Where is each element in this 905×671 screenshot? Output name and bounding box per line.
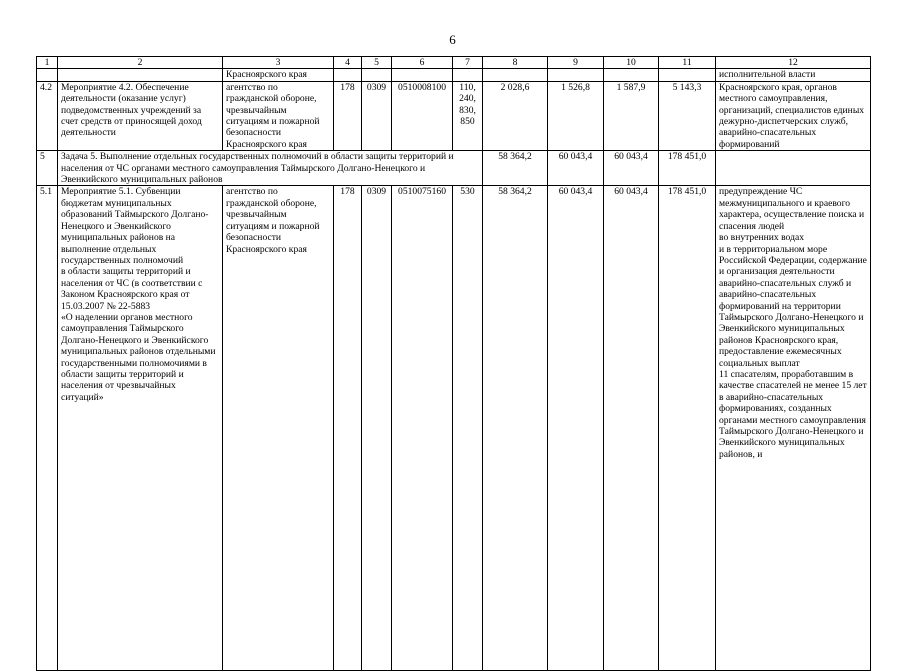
column-number: 4	[334, 57, 362, 69]
cell-result: Красноярского края, органов местного самоуправления, организаций, специалистов единых дежурно-диспетчерских служб, аварийно-спасательных формирований	[716, 81, 871, 150]
cell-grbs: 178	[334, 81, 362, 150]
cell-empty	[453, 69, 483, 81]
column-number: 12	[716, 57, 871, 69]
cell-empty	[548, 69, 604, 81]
table-row	[37, 151, 871, 186]
cell-csr: 0510008100	[392, 81, 453, 150]
cell-rzpr: 0309	[362, 186, 392, 671]
cell-empty	[604, 69, 659, 81]
table-row	[37, 186, 871, 671]
cell-number: 5	[37, 151, 58, 186]
cell-total: 178 451,0	[659, 151, 716, 186]
column-number: 2	[58, 57, 223, 69]
cell-year-3: 1 587,9	[604, 81, 659, 150]
cell-vr: 530	[453, 186, 483, 671]
cell-rzpr: 0309	[362, 81, 392, 150]
cell-activity-name: Мероприятие 5.1. Субвенции бюджетам муниципальных образований Таймырского Долгано-Ненецкого и Эвенкийского муниципальных районов на выполнение отдельных государственных полномочий в области защиты территорий и населения от ЧС (в соответствии с Законом Красноярского края от 15.03.2007 № 22-5883 «О наделении органов местного самоуправления Таймырского Долгано-Ненецкого и Эвенкийского муниципальных районов отдельными государственными полномочиями в области защиты территорий и населения от чрезвычайных ситуаций»	[58, 186, 223, 671]
cell-empty	[37, 69, 58, 81]
cell-year-3: 60 043,4	[604, 151, 659, 186]
page-number: 6	[449, 32, 456, 47]
cell-executor: агентство по гражданской обороне, чрезвычайным ситуациям и пожарной безопасности Красноярского края	[223, 81, 334, 150]
cell-empty	[362, 69, 392, 81]
column-number: 10	[604, 57, 659, 69]
cell-year-2: 60 043,4	[548, 151, 604, 186]
cell-empty	[483, 69, 548, 81]
table-row	[37, 69, 871, 81]
cell-vr: 110, 240, 830, 850	[453, 81, 483, 150]
cell-executor: Красноярского края	[223, 69, 334, 81]
column-number: 9	[548, 57, 604, 69]
column-number: 7	[453, 57, 483, 69]
column-number: 3	[223, 57, 334, 69]
cell-number: 4.2	[37, 81, 58, 150]
cell-total: 178 451,0	[659, 186, 716, 671]
cell-year-2: 1 526,8	[548, 81, 604, 150]
program-table	[36, 56, 871, 671]
cell-year-1: 58 364,2	[483, 186, 548, 671]
column-number: 8	[483, 57, 548, 69]
column-number: 11	[659, 57, 716, 69]
column-number: 6	[392, 57, 453, 69]
cell-task-name: Задача 5. Выполнение отдельных государственных полномочий в области защиты территорий и населения от ЧС органами местного самоуправления Таймырского Долгано-Ненецкого и Эвенкийского муниципальных районов	[58, 151, 483, 186]
cell-result: предупреждение ЧС межмуниципального и краевого характера, осуществление поиска и спасения людей во внутренних водах и в территориальном море Российской Федерации, содержание и организация деятельности аварийно-спасательных служб и аварийно-спасательных формирований на территории Таймырского Долгано-Ненецкого и Эвенкийского муниципальных районов Красноярского края, предоставление ежемесячных социальных выплат 11 спасателям, проработавшим в качестве спасателей не менее 15 лет в аварийно-спасательных формированиях, созданных органами местного самоуправления Таймырского Долгано-Ненецкого и Эвенкийского муниципальных районов, и	[716, 186, 871, 671]
cell-empty	[334, 69, 362, 81]
cell-empty	[716, 151, 871, 186]
table-row	[37, 81, 871, 150]
cell-empty	[392, 69, 453, 81]
cell-empty	[58, 69, 223, 81]
cell-number: 5.1	[37, 186, 58, 671]
cell-year-3: 60 043,4	[604, 186, 659, 671]
cell-executor: агентство по гражданской обороне, чрезвычайным ситуациям и пожарной безопасности Красноярского края	[223, 186, 334, 671]
cell-year-1: 2 028,6	[483, 81, 548, 150]
column-number: 5	[362, 57, 392, 69]
column-number: 1	[37, 57, 58, 69]
cell-result: исполнительной власти	[716, 69, 871, 81]
cell-year-2: 60 043,4	[548, 186, 604, 671]
cell-total: 5 143,3	[659, 81, 716, 150]
cell-activity-name: Мероприятие 4.2. Обеспечение деятельности (оказание услуг) подведомственных учреждений за счет средств от приносящей доход деятельности	[58, 81, 223, 150]
cell-grbs: 178	[334, 186, 362, 671]
cell-csr: 0510075160	[392, 186, 453, 671]
cell-empty	[659, 69, 716, 81]
cell-year-1: 58 364,2	[483, 151, 548, 186]
column-number-row	[37, 57, 871, 69]
